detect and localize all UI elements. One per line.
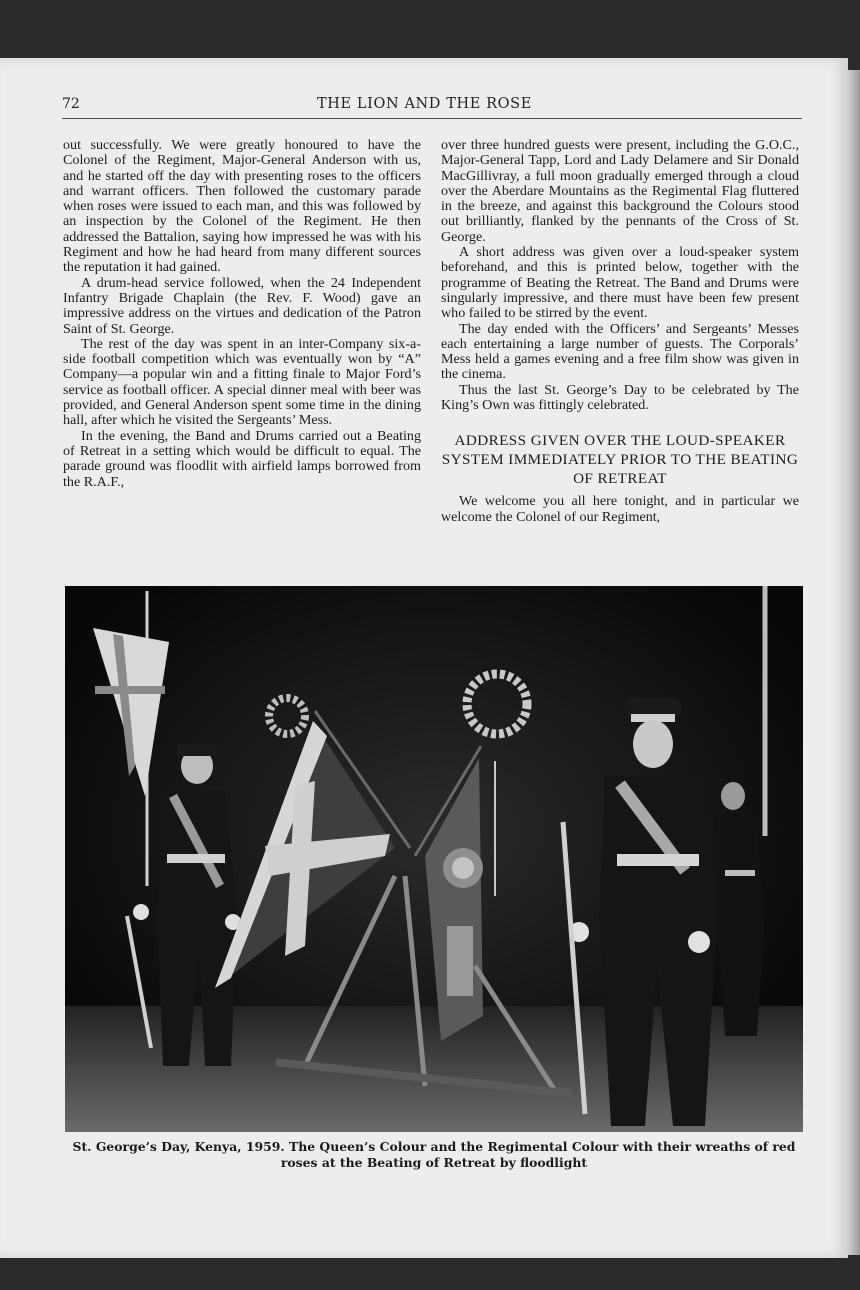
paragraph: A short address was given over a loud-speaker system beforehand, and this is printed below, together with the programme of Beating the Retreat. The Band and Drums were singularly impressive, and there must have been few present who failed to be stirred by the event.: [441, 244, 799, 322]
journal-title: THE LION AND THE ROSE: [317, 96, 532, 112]
section-heading: ADDRESS GIVEN OVER THE LOUD-SPEAKER SYSTEM IMMEDIATELY PRIOR TO THE BEATING OF RETREAT: [441, 432, 799, 488]
paragraph: over three hundred guests were present, including the G.O.C., Major-General Tapp, Lord and Lady Delamere and Sir Donald MacGillivray, a full moon gradually emerged through a cloud over the Aberdare Mountains as the Regimental Flag fluttered in the breeze, and against this background the Colours stood out brilliantly, flanked by the pennants of the Cross of St. George.: [441, 137, 799, 245]
page-edge: [846, 70, 860, 1255]
paragraph: Thus the last St. George’s Day to be celebrated by The King’s Own was fittingly celebrated.: [441, 381, 799, 414]
page-number: 72: [62, 96, 80, 112]
paragraph: The rest of the day was spent in an inter-Company six-a-side football competition which was eventually won by “A” Company—a popular win and a fitting finale to Major Ford’s service as football officer. A special dinner meal with beer was provided, and General Anderson spent some time in the dining hall, after which he visited the Sergeants’ Mess.: [63, 335, 421, 429]
photo-caption: St. George’s Day, Kenya, 1959. The Queen’s Colour and the Regimental Colour with their wreaths of red roses at the Beating of Retreat by floodlight: [72, 1139, 796, 1170]
paragraph: out successfully. We were greatly honoured to have the Colonel of the Regiment, Major-General Anderson with us, and he started off the day with presenting roses to the officers and warrant officers. Then followed the customary parade when roses were issued to each man, and this was followed by an inspection by the Colonel of the Regiment. He then addressed the Battalion, saying how impressed he was with his Regiment and how he had heard from many different sources the reputation it had gained.: [63, 137, 421, 276]
paragraph: The day ended with the Officers’ and Sergeants’ Messes each entertaining a large number of guests. The Corporals’ Mess held a games evening and a free film show was given in the cinema.: [441, 320, 799, 383]
paragraph: We welcome you all here tonight, and in particular we welcome the Colonel of our Regiment,: [441, 493, 799, 525]
left-column: [63, 138, 421, 490]
photo-illustration: [65, 586, 803, 1132]
paragraph: In the evening, the Band and Drums carried out a Beating of Retreat in a setting which would be difficult to equal. The parade ground was floodlit with airfield lamps borrowed from the R.A.F.,: [63, 427, 421, 490]
photograph-colours-ceremony: [65, 586, 803, 1132]
right-column: [441, 138, 799, 525]
paragraph: A drum-head service followed, when the 24 Independent Infantry Brigade Chaplain (the Rev. F. Wood) gave an impressive address on the virtues and dedication of the Patron Saint of St. George.: [63, 274, 421, 337]
running-header: [62, 96, 802, 119]
